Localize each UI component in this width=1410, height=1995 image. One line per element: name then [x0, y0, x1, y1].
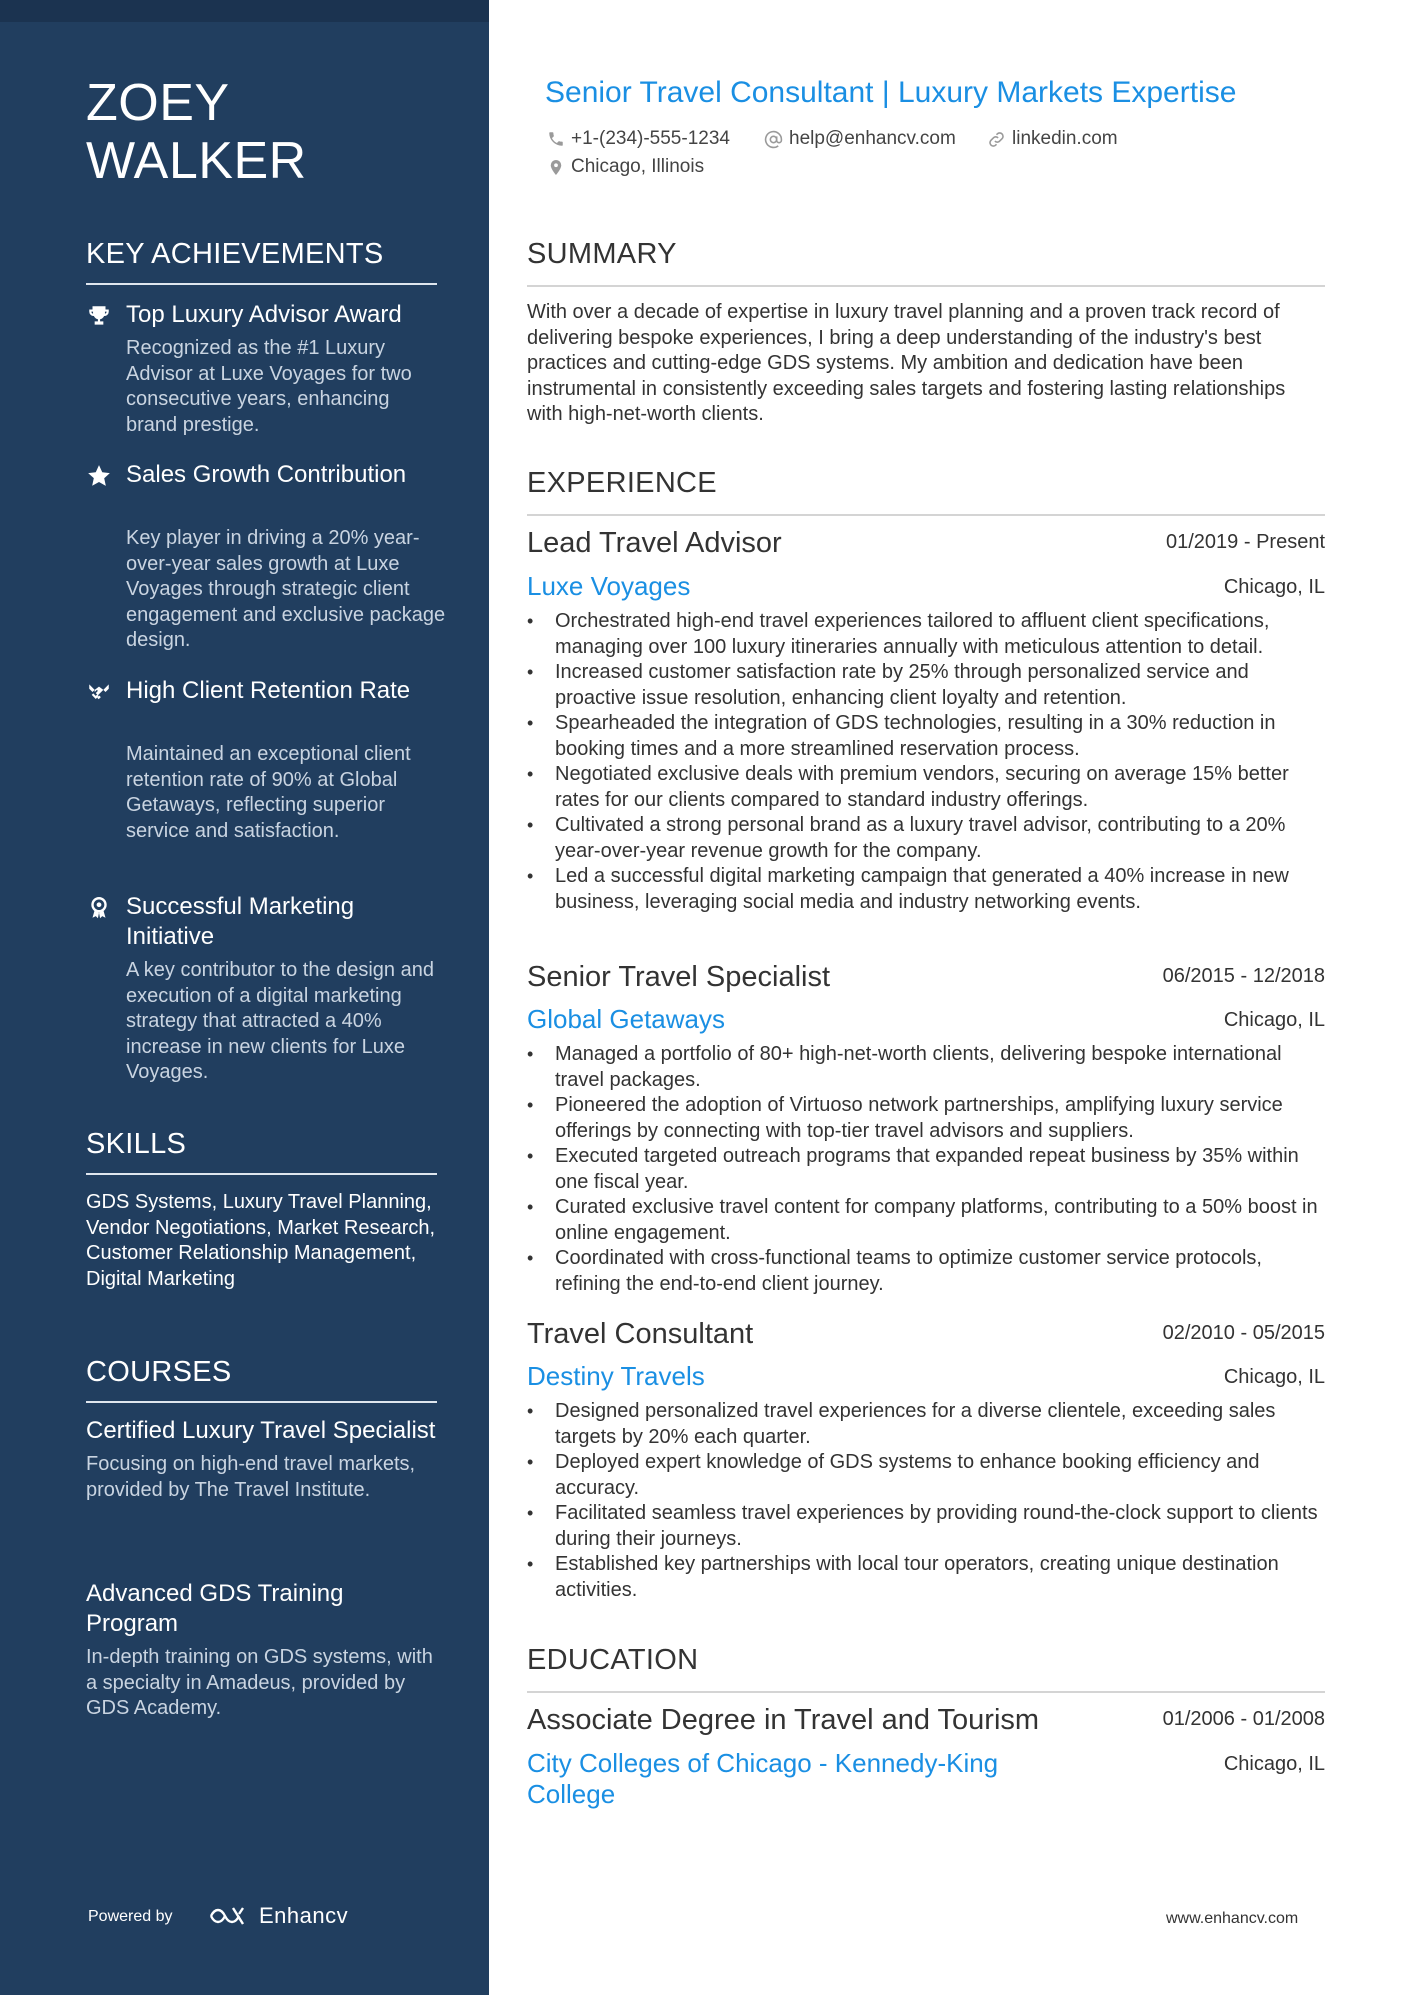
enhancv-logo-icon — [207, 1904, 251, 1928]
job-dates: 01/2019 - Present — [1166, 531, 1325, 553]
job-bullet: • Designed personalized travel experiences for a diverse clientele, exceeding sales targets by 20% each quarter. — [527, 1399, 1327, 1450]
headline: Senior Travel Consultant | Luxury Markets Expertise — [545, 76, 1237, 109]
summary-divider — [527, 285, 1325, 287]
achievement-desc: Maintained an exceptional client retention rate of 90% at Global Getaways, reflecting superior service and satisfaction. — [126, 743, 411, 842]
trophy-icon — [86, 303, 112, 329]
achievement-title: Top Luxury Advisor Award — [126, 301, 402, 328]
link-icon — [987, 130, 1006, 149]
job-bullet: • Executed targeted outreach programs that expanded repeat business by 35% within one fiscal year. — [527, 1144, 1327, 1195]
experience-divider — [527, 514, 1325, 516]
phone-icon — [547, 130, 565, 148]
degree-title: Associate Degree in Travel and Tourism — [527, 1704, 1040, 1736]
contact-email[interactable] — [764, 128, 956, 150]
job-bullet: • Pioneered the adoption of Virtuoso network partnerships, amplifying luxury service offerings by connecting with top-tier travel advisors and suppliers. — [527, 1093, 1327, 1144]
job-bullets — [527, 609, 1327, 915]
achievement-title: Sales Growth Contribution — [126, 461, 407, 488]
footer-url[interactable]: www.enhancv.com — [1166, 1910, 1299, 1927]
education-title: EDUCATION — [527, 1644, 699, 1676]
education-location: Chicago, IL — [1223, 1753, 1325, 1775]
job-company[interactable]: Global Getaways — [527, 1004, 725, 1034]
job-bullet: • Coordinated with cross-functional teams to optimize customer service protocols, refining the end-to-end client journey. — [527, 1246, 1327, 1297]
education-divider — [527, 1691, 1325, 1693]
contact-phone[interactable] — [547, 128, 730, 150]
course-item — [86, 1579, 437, 1722]
location-pin-icon — [547, 158, 565, 177]
sidebar-top-band — [0, 0, 489, 22]
summary-title: SUMMARY — [527, 238, 677, 270]
skills-divider — [86, 1173, 437, 1175]
candidate-name — [86, 74, 307, 190]
sidebar — [0, 0, 489, 1995]
name-last: WALKER — [86, 132, 307, 190]
job-bullet: • Spearheaded the integration of GDS technologies, resulting in a 30% reduction in booking times and a more streamlined reservation process. — [527, 711, 1327, 762]
contact-location — [547, 156, 704, 178]
job-dates: 02/2010 - 05/2015 — [1162, 1322, 1325, 1344]
enhancv-logo[interactable] — [207, 1902, 348, 1930]
location-text: Chicago, Illinois — [571, 156, 705, 177]
contact-linkedin[interactable] — [987, 128, 1118, 150]
achievement-title: High Client Retention Rate — [126, 677, 411, 704]
job-bullet: • Managed a portfolio of 80+ high-net-worth clients, delivering bespoke international travel packages. — [527, 1042, 1327, 1093]
achievements-divider — [86, 283, 437, 285]
course-desc: Focusing on high-end travel markets, provided by The Travel Institute. — [86, 1453, 416, 1501]
at-icon — [764, 130, 783, 149]
job-title: Senior Travel Specialist — [527, 961, 831, 993]
job-location: Chicago, IL — [1223, 1366, 1325, 1388]
job-dates: 06/2015 - 12/2018 — [1162, 965, 1325, 987]
job-bullet: • Deployed expert knowledge of GDS systems to enhance booking efficiency and accuracy. — [527, 1450, 1327, 1501]
handshake-icon — [86, 679, 112, 705]
name-first: ZOEY — [86, 74, 230, 132]
job-location: Chicago, IL — [1223, 576, 1325, 598]
linkedin-text: linkedin.com — [1012, 128, 1118, 149]
courses-title: COURSES — [86, 1356, 232, 1388]
achievement-title: Successful Marketing Initiative — [126, 893, 355, 950]
job-location: Chicago, IL — [1223, 1009, 1325, 1031]
courses-divider — [86, 1401, 437, 1403]
course-item — [86, 1416, 437, 1503]
education-dates: 01/2006 - 01/2008 — [1162, 1708, 1325, 1730]
job-bullets — [527, 1042, 1327, 1297]
job-title: Travel Consultant — [527, 1318, 754, 1350]
enhancv-brand-text: Enhancv — [259, 1903, 349, 1928]
email-text: help@enhancv.com — [789, 128, 956, 149]
achievement-desc: Key player in driving a 20% year-over-year sales growth at Luxe Voyages through strategic client engagement and exclusive package design. — [126, 527, 446, 651]
course-desc: In-depth training on GDS systems, with a specialty in Amadeus, provided by GDS Academy. — [86, 1646, 433, 1719]
achievement-desc: Recognized as the #1 Luxury Advisor at Luxe Voyages for two consecutive years, enhancing brand prestige. — [126, 337, 412, 436]
job-title: Lead Travel Advisor — [527, 527, 782, 559]
job-company[interactable]: Destiny Travels — [527, 1361, 705, 1391]
job-bullet: • Curated exclusive travel content for company platforms, contributing to a 50% boost in online engagement. — [527, 1195, 1327, 1246]
job-company[interactable]: Luxe Voyages — [527, 571, 691, 601]
job-bullet: • Established key partnerships with local tour operators, creating unique destination activities. — [527, 1552, 1327, 1603]
job-bullet: • Cultivated a strong personal brand as a luxury travel advisor, contributing to a 20% year-over-year revenue growth for the company. — [527, 813, 1327, 864]
job-bullet: • Orchestrated high-end travel experiences tailored to affluent client specifications, managing over 100 luxury itineraries annually with meticulous attention to detail. — [527, 609, 1327, 660]
experience-title: EXPERIENCE — [527, 467, 717, 499]
star-icon — [86, 463, 112, 489]
achievement-desc: A key contributor to the design and execution of a digital marketing strategy that attracted a 40% increase in new clients for Luxe Voyages. — [126, 959, 434, 1083]
course-title: Advanced GDS Training Program — [86, 1580, 344, 1637]
summary-text: With over a decade of expertise in luxury travel planning and a proven track record of delivering bespoke experiences, I bring a deep understanding of the industry's best practices and cutting-edge GDS systems. My ambition and dedication have been instrumental in consistently exceeding sales targets and fostering lasting relationships with high-net-worth clients. — [527, 301, 1286, 425]
job-bullet: • Led a successful digital marketing campaign that generated a 40% increase in new business, leveraging social media and industry networking events. — [527, 864, 1327, 915]
school-name[interactable]: City Colleges of Chicago - Kennedy-King College — [527, 1748, 999, 1809]
powered-by-label: Powered by — [88, 1908, 173, 1925]
job-bullets — [527, 1399, 1327, 1603]
achievements-title: KEY ACHIEVEMENTS — [86, 238, 384, 270]
skills-list: GDS Systems, Luxury Travel Planning, Vendor Negotiations, Market Research, Customer Relationship Management, Digital Marketing — [86, 1191, 436, 1290]
job-bullet: • Facilitated seamless travel experiences by providing round-the-clock support to clients during their journeys. — [527, 1501, 1327, 1552]
course-title: Certified Luxury Travel Specialist — [86, 1417, 436, 1444]
award-ribbon-icon — [86, 895, 112, 921]
phone-text: +1-(234)-555-1234 — [571, 128, 730, 149]
job-bullet: • Increased customer satisfaction rate by 25% through personalized service and proactive issue resolution, enhancing client loyalty and retention. — [527, 660, 1327, 711]
job-bullet: • Negotiated exclusive deals with premium vendors, securing on average 15% better rates for our clients compared to standard industry offerings. — [527, 762, 1327, 813]
skills-title: SKILLS — [86, 1128, 187, 1160]
